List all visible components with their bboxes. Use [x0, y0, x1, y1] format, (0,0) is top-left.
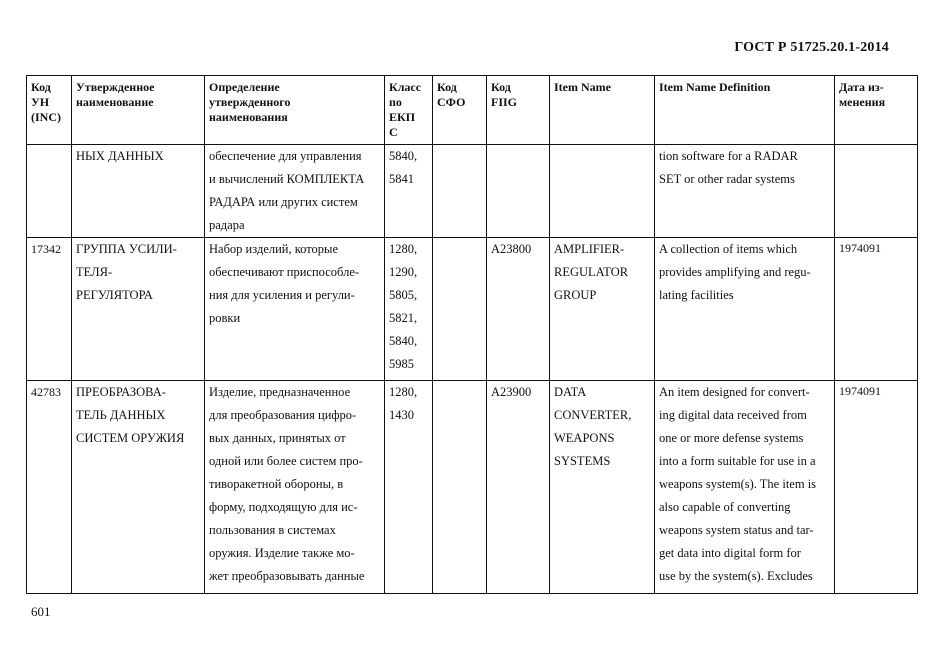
- cell-line: An item designed for convert-: [659, 385, 810, 399]
- cell-line: жет преобразовывать данные: [209, 569, 365, 583]
- cell-line: 1280,: [389, 385, 418, 399]
- cell-line: по: [389, 95, 402, 109]
- cell-line: СФО: [437, 95, 466, 109]
- cell-inc: 17342: [27, 238, 72, 381]
- cell-line: SET or other radar systems: [659, 172, 795, 186]
- cell-date: 1974091: [835, 381, 918, 594]
- cell-line: Класс: [389, 80, 422, 94]
- cell-line: для преобразования цифро-: [209, 408, 357, 422]
- cell-line: 5985: [389, 357, 414, 371]
- cell-class: [385, 381, 433, 594]
- cell-line: 1290,: [389, 265, 418, 279]
- cell-line: тиворакетной обороны, в: [209, 477, 344, 491]
- cell-class: [385, 145, 433, 238]
- table-row: [27, 238, 918, 381]
- table-header-row: [27, 76, 918, 145]
- cell-line: Item Name Definition: [659, 80, 771, 94]
- cell-name: [72, 381, 205, 594]
- cell-line: weapons system status and tar-: [659, 523, 814, 537]
- cell-line: ing digital data received from: [659, 408, 807, 422]
- cell-line: 5841: [389, 172, 414, 186]
- cell-line: Код: [31, 80, 51, 94]
- cell-line: вых данных, принятых от: [209, 431, 346, 445]
- cell-definition: [205, 381, 385, 594]
- cell-line: 5840,: [389, 149, 418, 163]
- cell-class: [385, 238, 433, 381]
- col-header-sfo: [433, 76, 487, 145]
- cell-line: 1430: [389, 408, 414, 422]
- cell-line: REGULATOR: [554, 265, 629, 279]
- cell-line: наименования: [209, 110, 288, 124]
- cell-line: DATA: [554, 385, 587, 399]
- cell-definition: [205, 238, 385, 381]
- cell-date: [835, 145, 918, 238]
- cell-date: 1974091: [835, 238, 918, 381]
- table-row: [27, 381, 918, 594]
- cell-line: FIIG: [491, 95, 518, 109]
- cell-item-name: [550, 381, 655, 594]
- cell-fiig: A23900: [487, 381, 550, 594]
- cell-line: РАДАРА или других систем: [209, 195, 358, 209]
- cell-line: provides amplifying and regu-: [659, 265, 811, 279]
- cell-line: 5805,: [389, 288, 418, 302]
- cell-line: РЕГУЛЯТОРА: [76, 288, 153, 302]
- cell-line: ЕКП: [389, 110, 416, 124]
- cell-line: Утвержденное: [76, 80, 155, 94]
- col-header-name: [72, 76, 205, 145]
- cell-line: Дата из-: [839, 80, 884, 94]
- cell-line: пользования в системах: [209, 523, 336, 537]
- cell-line: ГРУППА УСИЛИ-: [76, 242, 177, 256]
- cell-line: одной или более систем про-: [209, 454, 363, 468]
- cell-line: оружия. Изделие также мо-: [209, 546, 355, 560]
- cell-item-name: [550, 145, 655, 238]
- cell-line: use by the system(s). Excludes: [659, 569, 813, 583]
- col-header-item-name: [550, 76, 655, 145]
- cell-line: УН: [31, 95, 50, 109]
- cell-sfo: [433, 145, 487, 238]
- table-row: [27, 145, 918, 238]
- col-header-class: [385, 76, 433, 145]
- cell-line: ровки: [209, 311, 241, 325]
- cell-line: 1280,: [389, 242, 418, 256]
- cell-line: утвержденного: [209, 95, 291, 109]
- cell-line: GROUP: [554, 288, 597, 302]
- col-header-date: [835, 76, 918, 145]
- cell-item-name: [550, 238, 655, 381]
- page-number: 601: [31, 604, 51, 619]
- cell-line: ния для усиления и регули-: [209, 288, 355, 302]
- col-header-definition: [205, 76, 385, 145]
- cell-line: Item Name: [554, 80, 611, 94]
- cell-line: ТЕЛЯ-: [76, 265, 113, 279]
- cell-line: и вычислений КОМПЛЕКТА: [209, 172, 365, 186]
- cell-line: (INC): [31, 110, 61, 124]
- cell-line: Набор изделий, которые: [209, 242, 339, 256]
- col-header-inc: [27, 76, 72, 145]
- cell-fiig: [487, 145, 550, 238]
- cell-line: one or more defense systems: [659, 431, 804, 445]
- cell-line: ПРЕОБРАЗОВА-: [76, 385, 166, 399]
- cell-line: обеспечивают приспособле-: [209, 265, 360, 279]
- cell-line: ТЕЛЬ ДАННЫХ: [76, 408, 166, 422]
- cell-line: НЫХ ДАННЫХ: [76, 149, 164, 163]
- cell-sfo: [433, 238, 487, 381]
- col-header-item-definition: [655, 76, 835, 145]
- cell-line: WEAPONS: [554, 431, 615, 445]
- cell-line: СИСТЕМ ОРУЖИЯ: [76, 431, 185, 445]
- cell-line: форму, подходящую для ис-: [209, 500, 358, 514]
- cell-inc: 42783: [27, 381, 72, 594]
- cell-line: tion software for a RADAR: [659, 149, 798, 163]
- cell-fiig: A23800: [487, 238, 550, 381]
- cell-inc: [27, 145, 72, 238]
- cell-line: AMPLIFIER-: [554, 242, 625, 256]
- cell-line: into a form suitable for use in a: [659, 454, 816, 468]
- cell-line: also capable of converting: [659, 500, 791, 514]
- cell-item-definition: [655, 238, 835, 381]
- cell-line: get data into digital form for: [659, 546, 801, 560]
- cell-line: A collection of items which: [659, 242, 798, 256]
- cell-line: радара: [209, 218, 245, 232]
- cell-line: Код: [491, 80, 511, 94]
- cell-line: менения: [839, 95, 886, 109]
- cell-name: [72, 145, 205, 238]
- cell-line: Код: [437, 80, 457, 94]
- cell-line: обеспечение для управления: [209, 149, 362, 163]
- classification-table: [26, 75, 918, 594]
- cell-definition: [205, 145, 385, 238]
- cell-name: [72, 238, 205, 381]
- cell-line: Определение: [209, 80, 280, 94]
- col-header-fiig: [487, 76, 550, 145]
- cell-line: наименование: [76, 95, 154, 109]
- cell-line: 5821,: [389, 311, 418, 325]
- cell-item-definition: [655, 145, 835, 238]
- cell-line: 5840,: [389, 334, 418, 348]
- cell-line: С: [389, 125, 398, 139]
- standard-header: ГОСТ Р 51725.20.1-2014: [734, 40, 889, 55]
- cell-line: weapons system(s). The item is: [659, 477, 817, 491]
- cell-line: CONVERTER,: [554, 408, 632, 422]
- cell-line: lating facilities: [659, 288, 734, 302]
- cell-line: SYSTEMS: [554, 454, 611, 468]
- cell-line: Изделие, предназначенное: [209, 385, 351, 399]
- cell-sfo: [433, 381, 487, 594]
- cell-item-definition: [655, 381, 835, 594]
